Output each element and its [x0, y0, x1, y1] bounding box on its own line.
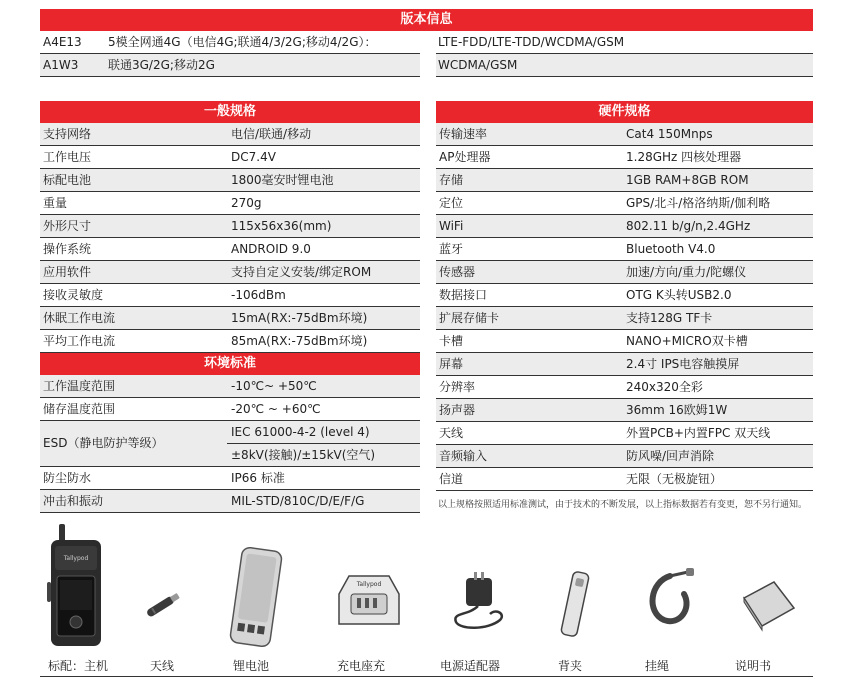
hardware-row	[436, 399, 813, 422]
spec-value: NANO+MICRO双卡槽	[626, 334, 748, 348]
version-model: A1W3	[43, 58, 79, 72]
version-row-1	[40, 54, 420, 77]
accessory-label: 标配：主机	[48, 659, 109, 673]
spec-key: 外形尺寸	[43, 219, 92, 233]
version-desc: 5模全网通4G（电信4G;联通4/3/2G;移动4/2G）：	[108, 35, 377, 49]
spec-disclaimer: 以上规格按照适用标准测试，由于技术的不断发展，以上指标数据若有变更，恕不另行通知。	[438, 500, 808, 510]
hardware-row	[436, 468, 813, 491]
hardware-row	[436, 422, 813, 445]
general-row	[40, 215, 420, 238]
charging-dock-image	[333, 568, 405, 632]
hardware-row	[436, 215, 813, 238]
env-row	[40, 467, 420, 490]
spec-key: WiFi	[439, 219, 464, 233]
antenna-image	[143, 590, 183, 620]
spec-value: -10℃~ +50℃	[231, 379, 317, 393]
hardware-row	[436, 307, 813, 330]
spec-value: 1GB RAM+8GB ROM	[626, 173, 749, 187]
version-bands: LTE-FDD/LTE-TDD/WCDMA/GSM	[438, 35, 625, 49]
hardware-row	[436, 284, 813, 307]
spec-key: 蓝牙	[439, 242, 464, 256]
spec-value: 240x320全彩	[626, 380, 703, 394]
hardware-row	[436, 330, 813, 353]
spec-key: AP处理器	[439, 150, 491, 164]
hardware-row	[436, 376, 813, 399]
spec-key: 分辨率	[439, 380, 476, 394]
spec-key: 扬声器	[439, 403, 476, 417]
version-bands-row-0	[436, 31, 813, 54]
spec-value: ANDROID 9.0	[231, 242, 311, 256]
spec-key: 传输速率	[439, 127, 488, 141]
spec-key: 冲击和振动	[43, 494, 104, 508]
spec-key: 标配电池	[43, 173, 92, 187]
accessory-label: 锂电池	[233, 659, 270, 673]
spec-key: 支持网络	[43, 127, 92, 141]
spec-key: 接收灵敏度	[43, 288, 104, 302]
spec-value: -106dBm	[231, 288, 286, 302]
general-row	[40, 238, 420, 261]
spec-value: Bluetooth V4.0	[626, 242, 716, 256]
spec-value: OTG K头转USB2.0	[626, 288, 732, 302]
spec-value: 支持128G TF卡	[626, 311, 713, 325]
general-row	[40, 169, 420, 192]
spec-value: 1800毫安时锂电池	[231, 173, 334, 187]
spec-key: 音频输入	[439, 449, 488, 463]
spec-value: 2.4寸 IPS电容触摸屏	[626, 357, 740, 371]
hardware-row	[436, 146, 813, 169]
spec-key: 信道	[439, 472, 464, 486]
general-row	[40, 123, 420, 146]
spec-value: 外置PCB+内置FPC 双天线	[626, 426, 771, 440]
battery-image	[228, 545, 284, 649]
spec-value: 无限（无极旋钮）	[626, 472, 723, 486]
spec-key: 平均工作电流	[43, 334, 116, 348]
env-row	[40, 375, 420, 398]
svg-text:Tallypod: Tallypod	[356, 581, 382, 588]
general-row	[40, 284, 420, 307]
hardware-row	[436, 123, 813, 146]
spec-value: 85mA(RX:-75dBm环境)	[231, 334, 368, 348]
version-model: A4E13	[43, 35, 82, 49]
general-row	[40, 307, 420, 330]
accessory-label: 电源适配器	[440, 659, 501, 673]
accessory-label: 挂绳	[645, 659, 670, 673]
spec-key: 存储	[439, 173, 464, 187]
hardware-row	[436, 238, 813, 261]
spec-key: 扩展存储卡	[439, 311, 500, 325]
svg-text:Tallypod: Tallypod	[63, 555, 89, 562]
spec-value: GPS/北斗/格洛纳斯/伽利略	[626, 196, 771, 210]
hardware-row	[436, 192, 813, 215]
env-row	[40, 490, 420, 513]
spec-value: DC7.4V	[231, 150, 276, 164]
spec-value: 电信/联通/移动	[231, 127, 312, 141]
general-row	[40, 146, 420, 169]
version-row-0	[40, 31, 420, 54]
manual-image	[734, 578, 798, 632]
version-bands: WCDMA/GSM	[438, 58, 518, 72]
spec-value: Cat4 150Mnps	[626, 127, 713, 141]
spec-key: 应用软件	[43, 265, 92, 279]
spec-value: IEC 61000-4-2 (level 4)	[231, 425, 370, 439]
general-row	[40, 192, 420, 215]
hardware-row	[436, 261, 813, 284]
lanyard-image	[640, 568, 700, 628]
env-row-esd	[40, 421, 420, 467]
spec-value: -20℃ ~ +60℃	[231, 402, 321, 416]
spec-key: 卡槽	[439, 334, 464, 348]
hardware-row	[436, 353, 813, 376]
accessory-label: 天线	[150, 659, 175, 673]
spec-value: 270g	[231, 196, 262, 210]
spec-value: 15mA(RX:-75dBm环境)	[231, 311, 368, 325]
spec-key: 定位	[439, 196, 464, 210]
environment-header: 环境标准	[40, 353, 420, 375]
spec-key: 防尘防水	[43, 471, 92, 485]
accessory-label: 充电座充	[337, 659, 386, 673]
hardware-header: 硬件规格	[436, 101, 813, 123]
spec-key: 天线	[439, 426, 464, 440]
spec-value: 加速/方向/重力/陀螺仪	[626, 265, 747, 279]
spec-key: 传感器	[439, 265, 476, 279]
general-row	[40, 261, 420, 284]
general-row	[40, 330, 420, 353]
hardware-row	[436, 169, 813, 192]
spec-value: MIL-STD/810C/D/E/F/G	[231, 494, 365, 508]
version-header: 版本信息	[40, 9, 813, 31]
hardware-row	[436, 445, 813, 468]
spec-key: 工作温度范围	[43, 379, 116, 393]
spec-key: 屏幕	[439, 357, 464, 371]
spec-key: 工作电压	[43, 150, 92, 164]
spec-value: IP66 标准	[231, 471, 285, 485]
spec-key: 数据接口	[439, 288, 488, 302]
version-desc: 联通3G/2G;移动2G	[108, 58, 215, 72]
general-header: 一般规格	[40, 101, 420, 123]
accessories-bottom-rule	[40, 676, 813, 677]
env-row	[40, 398, 420, 421]
spec-key: 休眠工作电流	[43, 311, 116, 325]
spec-value: 防风噪/回声消除	[626, 449, 715, 463]
spec-key: 重量	[43, 196, 68, 210]
spec-key: ESD（静电防护等级）	[43, 436, 164, 450]
spec-value: 1.28GHz 四核处理器	[626, 150, 742, 164]
accessory-label: 背夹	[558, 659, 583, 673]
spec-value: 802.11 b/g/n,2.4GHz	[626, 219, 751, 233]
spec-key: 储存温度范围	[43, 402, 116, 416]
spec-value: 115x56x36(mm)	[231, 219, 332, 233]
power-adapter-image	[448, 572, 512, 632]
version-bands-row-1	[436, 54, 813, 77]
spec-key: 操作系统	[43, 242, 92, 256]
spec-value-2: ±8kV(接触)/±15kV(空气)	[231, 448, 376, 462]
back-clip-image	[553, 568, 597, 640]
spec-value: 支持自定义安装/绑定ROM	[231, 265, 372, 279]
spec-value: 36mm 16欧姆1W	[626, 403, 728, 417]
accessory-label: 说明书	[735, 659, 772, 673]
radio-host-image	[45, 522, 109, 650]
